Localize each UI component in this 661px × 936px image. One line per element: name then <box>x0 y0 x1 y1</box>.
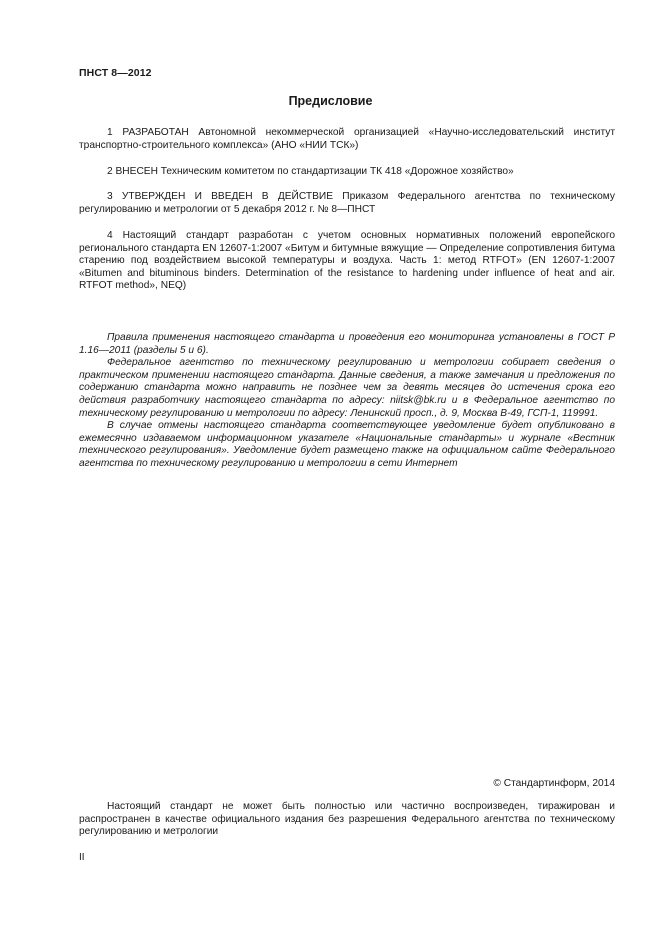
page-title: Предисловие <box>288 94 373 108</box>
foreword-item-1 <box>79 127 615 152</box>
standard-notice <box>79 332 615 471</box>
reproduction-notice-text: Настоящий стандарт не может быть полностью или частично воспроизведен, тиражирован и распространен в качестве официального издания без разрешения Федерального агентства по техническому регулированию и метрологии <box>79 801 615 838</box>
foreword-item-4 <box>79 230 615 293</box>
foreword-item-text: 1 РАЗРАБОТАН Автономной некоммерческой организацией «Научно-исследовательский институт транспортно-строительного комплекса» (АНО «НИИ ТСК») <box>79 127 615 151</box>
notice-paragraph: Правила применения настоящего стандарта и проведения его мониторинга установлены в ГОСТ Р 1.16—2011 (разделы 5 и 6). <box>79 332 615 356</box>
foreword-item-text: 2 ВНЕСЕН Техническим комитетом по стандартизации ТК 418 «Дорожное хозяйство» <box>107 166 514 177</box>
notice-paragraph: Федеральное агентство по техническому регулированию и метрологии собирает сведения о практическом применении настоящего стандарта. Данные сведения, а также замечания и предложения по содержанию стандарта можно направить не позднее чем за девять месяцев до истечения срока его действия разработчику настоящего стандарта по адресу: niitsk@bk.ru и в Федеральное агентство по техническому регулированию и метрологии по адресу: Ленинский просп., д. 9, Москва В-49, ГСП-1, 119991. <box>79 357 615 419</box>
foreword-item-3 <box>79 191 615 216</box>
page-number: II <box>79 852 85 863</box>
notice-paragraph: В случае отмены настоящего стандарта соответствующее уведомление будет опубликовано в ежемесячно издаваемом информационном указателе «Национальные стандарты» и журнале «Вестник технического регулирования». Уведомление будет размещено также на официальном сайте Федерального агентства по техническому регулированию и метрологии в сети Интернет <box>79 420 615 469</box>
copyright-line: © Стандартинформ, 2014 <box>493 778 615 789</box>
foreword-item-text: 4 Настоящий стандарт разработан с учетом основных нормативных положений европейского регионального стандарта EN 12607-1:2007 «Битум и битумные вяжущие — Определение сопротивления битума старению под воздействием высокой температуры и воздуха. Часть 1: метод RTFOT» (EN 12607-1:2007 «Bitumen and bituminous binders. Determination of the resistance to hardening under influence of heat and air. RTFOT method», NEQ) <box>79 230 615 292</box>
document-number: ПНСТ 8—2012 <box>79 67 152 79</box>
foreword-item-2 <box>79 166 615 179</box>
foreword-item-text: 3 УТВЕРЖДЕН И ВВЕДЕН В ДЕЙСТВИЕ Приказом Федерального агентства по техническому регулированию и метрологии от 5 декабря 2012 г. № 8—ПНСТ <box>79 191 615 215</box>
reproduction-notice <box>79 801 615 839</box>
